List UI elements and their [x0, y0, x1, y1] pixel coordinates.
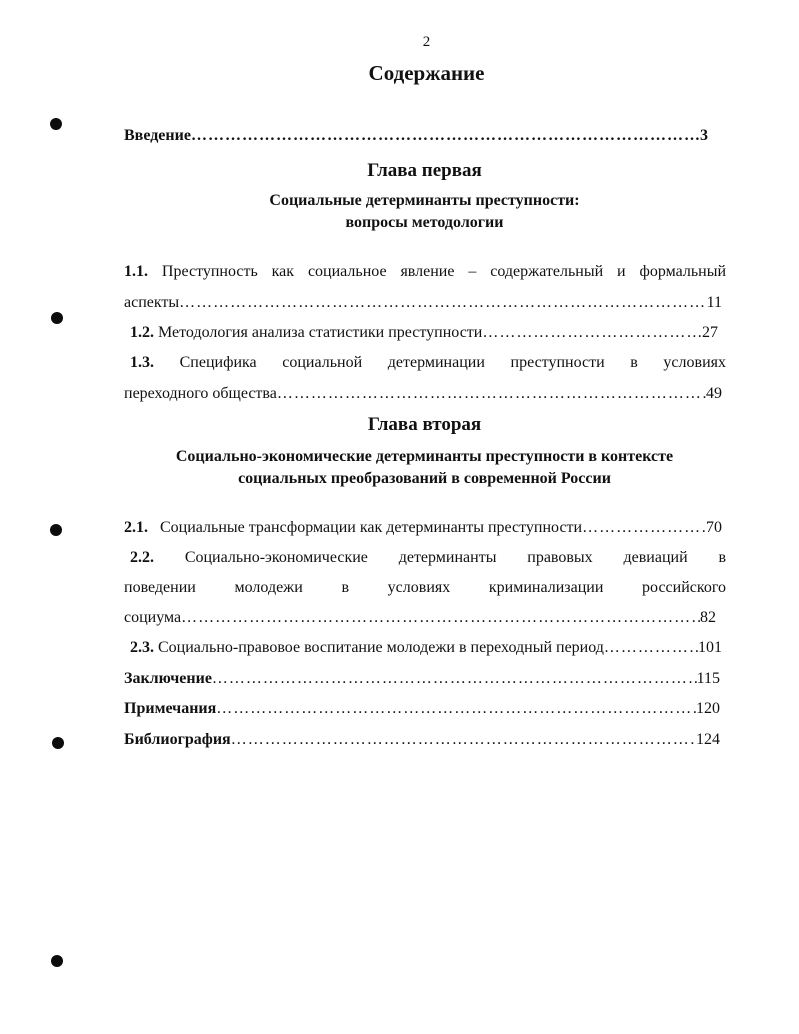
toc-entry-text: Социальные трансформации как детерминанты преступности	[160, 519, 583, 536]
toc-entry-text: переходного общества	[124, 385, 277, 402]
toc-entry-text: Социально-правовое воспитание молодежи в переходный период	[158, 639, 604, 656]
toc-entry-text: аспекты	[124, 294, 180, 311]
toc-entry-conclusion	[124, 669, 720, 689]
binder-hole	[52, 737, 64, 749]
toc-entry-number: 1.3.	[130, 354, 154, 371]
toc-entry-number: 1.1.	[124, 263, 148, 280]
toc-entry-text: социума	[124, 609, 182, 626]
toc-entry-page: 124	[696, 731, 720, 748]
toc-entry-text: Преступность как социальное явление – содержательный и формальный	[161, 263, 726, 280]
toc-entry-1-1-cont	[124, 293, 722, 313]
toc-entry-page: 115	[696, 670, 720, 687]
toc-entry-2-2-cont	[124, 578, 726, 598]
chapter-subtitle-line: Социально-экономические детерминанты преступности в контексте	[175, 448, 674, 465]
chapter-subtitle-line: вопросы методологии	[345, 214, 504, 231]
leader-dots	[181, 608, 700, 628]
leader-dots	[179, 293, 706, 313]
leader-dots	[277, 384, 706, 404]
leader-dots	[216, 699, 696, 719]
binder-hole	[51, 955, 63, 967]
chapter-subtitle-line: Социальные детерминанты преступности:	[269, 192, 580, 209]
leader-dots	[191, 126, 700, 146]
toc-entry-notes	[124, 699, 720, 719]
toc-entry-2-3	[130, 638, 722, 658]
leader-dots	[604, 638, 698, 658]
toc-entry-label: Введение	[124, 127, 191, 144]
toc-entry-2-2-cont	[124, 608, 716, 628]
toc-entry-number: 1.2.	[130, 324, 154, 341]
toc-entry-number: 2.2.	[130, 549, 154, 566]
leader-dots	[582, 518, 706, 538]
binder-hole	[50, 118, 62, 130]
toc-entry-page: 27	[702, 324, 718, 341]
toc-entry-page: 49	[706, 385, 722, 402]
toc-entry-1-1	[124, 262, 726, 282]
binder-hole	[51, 312, 63, 324]
toc-entry-text: Социально-экономические детерминанты правовых девиаций в	[184, 549, 726, 566]
leader-dots	[482, 323, 702, 343]
toc-entry-page: 11	[706, 294, 722, 311]
toc-title: Содержание	[368, 61, 485, 85]
toc-entry-page: 3	[700, 127, 708, 144]
toc-entry-1-3-cont	[124, 384, 722, 404]
toc-entry-page: 120	[696, 700, 720, 717]
toc-entry-text: Специфика социальной детерминации преступности в условиях	[179, 354, 726, 371]
toc-entry-page: 70	[706, 519, 722, 536]
toc-entry-bibliography	[124, 730, 720, 750]
toc-entry-page: 101	[698, 639, 722, 656]
chapter-title: Глава первая	[367, 160, 482, 181]
toc-entry-2-2	[130, 548, 726, 568]
toc-entry-label: Библиография	[124, 731, 231, 748]
toc-entry-1-3	[130, 353, 726, 373]
toc-entry-number: 2.1.	[124, 519, 148, 536]
toc-entry-text: поведении молодежи в условиях криминализации российского	[124, 579, 726, 596]
chapter-title: Глава вторая	[367, 414, 482, 435]
toc-entry-label: Примечания	[124, 700, 217, 717]
toc-entry-text: Методология анализа статистики преступности	[158, 324, 483, 341]
toc-entry-number: 2.3.	[130, 639, 154, 656]
page-number: 2	[422, 34, 431, 50]
toc-entry-2-1	[124, 518, 722, 538]
toc-entry-label: Заключение	[124, 670, 212, 687]
binder-hole	[50, 524, 62, 536]
leader-dots	[212, 669, 697, 689]
toc-entry-page: 82	[700, 609, 716, 626]
toc-entry-1-2	[130, 323, 718, 343]
toc-entry-intro	[124, 126, 708, 146]
leader-dots	[231, 730, 696, 750]
chapter-subtitle-line: социальных преобразований в современной России	[238, 470, 611, 487]
